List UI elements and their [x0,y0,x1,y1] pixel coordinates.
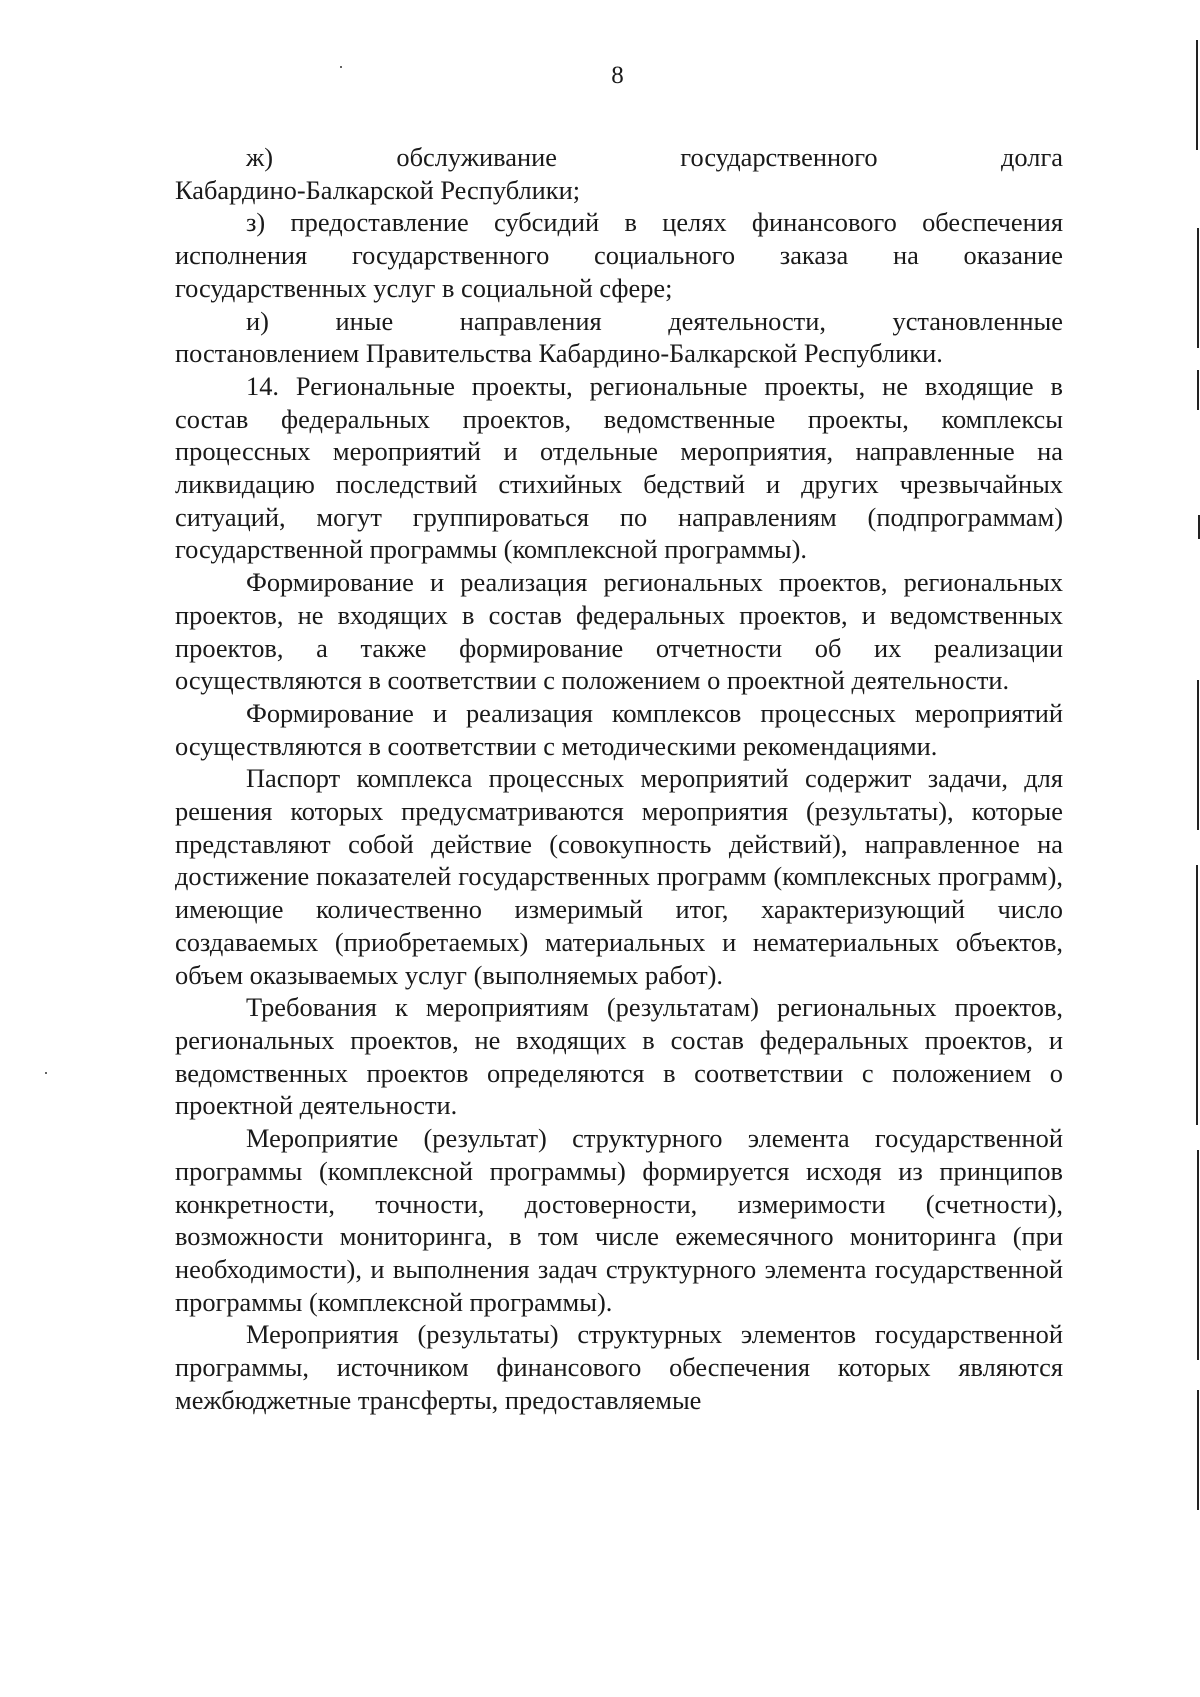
scan-artifact [1197,228,1199,348]
scan-artifact [1196,40,1198,150]
paragraph-line: постановлением Правительства Кабардино-Балкарской Республики. [175,338,943,369]
paragraph-14-requirements: Требования к мероприятиям (результатам) региональных проектов, региональных проектов, не входящих в состав федеральных проектов, и ведомственных проектов определяются в соответствии с положением о проектной деятельности. [175,992,1063,1121]
paragraph-line: Кабардино-Балкарской Республики; [175,174,581,205]
paragraph-14-transfers: Мероприятия (результаты) структурных элементов государственной программы, источником финансового обеспечения которых являются межбюджетные трансферты, предоставляемые [175,1319,1063,1415]
paragraph-line: ж) обслуживание государственного долга [246,142,1063,172]
paragraph-i [175,305,1063,370]
paragraph-14-measure: Мероприятие (результат) структурного элемента государственной программы (комплексной программы) формируется исходя из принципов конкретности, точности, достоверности, измеримости (счетности), возможности мониторинга, в том числе ежемесячного мониторинга (при необходимости), и выполнения задач структурного элемента государственной программы (комплексной программы). [175,1123,1063,1317]
paragraph-zh [175,141,1063,206]
document-body [175,141,1063,1416]
paragraph-14-passport: Паспорт комплекса процессных мероприятий содержит задачи, для решения которых предусматриваются мероприятия (результаты), которые представляют собой действие (совокупность действий), направленное на достижение показателей государственных программ (комплексных программ), имеющие количественно измеримый итог, характеризующий число создаваемых (приобретаемых) материальных и нематериальных объектов, объем оказываемых услуг (выполняемых работ). [175,763,1063,990]
paragraph-z: з) предоставление субсидий в целях финансового обеспечения исполнения государственного социального заказа на оказание государственных услуг в социальной сфере; [175,207,1063,303]
scan-artifact [1196,865,1198,1125]
paragraph-14-complexes: Формирование и реализация комплексов процессных мероприятий осуществляются в соответствии с методическими рекомендациями. [175,697,1063,761]
scan-artifact [1197,680,1199,830]
scan-artifact [1197,370,1199,410]
scan-artifact [1197,1390,1199,1510]
scan-speck [340,66,342,68]
paragraph-14: 14. Региональные проекты, региональные проекты, не входящие в состав федеральных проектов, ведомственные проекты, комплексы процессных мероприятий и отдельные мероприятия, направленные на ликвидацию последствий стихийных бедствий и других чрезвычайных ситуаций, могут группироваться по направлениям (подпрограммам) государственной программы (комплексной программы). [175,370,1063,565]
paragraph-14-projects: Формирование и реализация региональных проектов, региональных проектов, не входящих в состав федеральных проектов, и ведомственных проектов, а также формирование отчетности об их реализации осуществляются в соответствии с положением о проектной деятельности. [175,567,1063,696]
scan-speck [45,1072,47,1074]
page-number: 8 [611,62,624,89]
paragraph-line: и) иные направления деятельности, установленные [246,305,1063,336]
scan-artifact [1197,1150,1199,1360]
